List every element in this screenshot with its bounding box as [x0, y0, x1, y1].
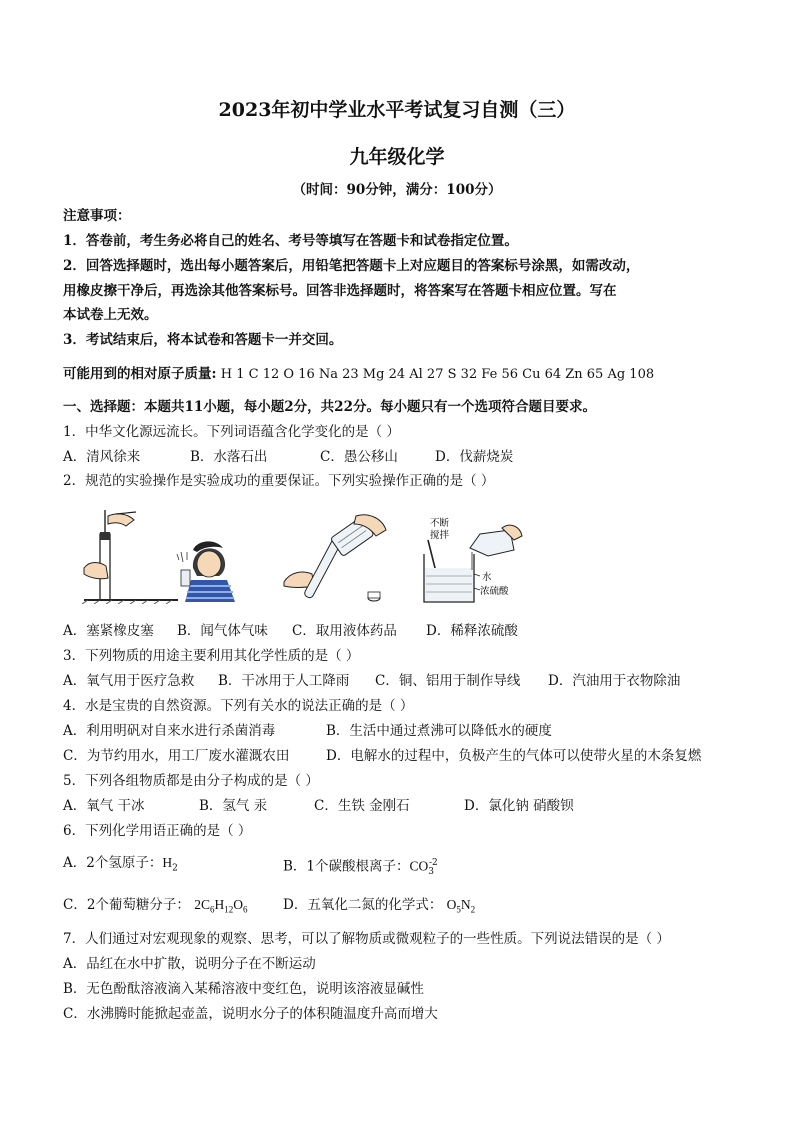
question-4-option-b: B．生活中通过煮沸可以降低水的硬度 — [326, 723, 552, 739]
question-4-option-a: A．利用明矾对自来水进行杀菌消毒 — [63, 723, 276, 739]
question-2-option-b: B．闻气体气味 — [177, 623, 268, 639]
question-6-option-c-label: C．2个葡萄糖分子： — [63, 897, 190, 913]
notice-item-3: 3．考试结束后，将本试卷和答题卡一并交回。 — [63, 332, 343, 348]
question-2-option-d: D．稀释浓硫酸 — [426, 623, 518, 639]
diluting-acid-illustration — [418, 516, 526, 606]
question-4-stem: 4．水是宝贵的自然资源。下列有关水的说法正确的是（ ） — [63, 698, 414, 714]
question-6-option-c — [63, 896, 247, 919]
smelling-gas-illustration — [175, 530, 243, 602]
question-3-option-d: D．汽油用于衣物除油 — [548, 673, 681, 689]
figure-label-stir: 不断 — [430, 518, 450, 529]
notice-heading: 注意事项： — [63, 208, 131, 224]
question-6-option-d — [283, 896, 475, 919]
notice-item-2-line-2: 用橡皮擦干净后，再选涂其他答案标号。回答非选择题时，将答案写在答题卡相应位置。写在 — [63, 283, 617, 299]
glucose-formula: $2C_6H_{12}O_6$ — [194, 897, 248, 915]
dinitrogen-pentoxide-formula: $O_5N_2$ — [446, 897, 476, 915]
question-5-option-c: C．生铁 金刚石 — [314, 798, 410, 814]
question-3-option-b: B．干冰用于人工降雨 — [218, 673, 350, 689]
atomic-mass-line — [63, 365, 654, 384]
question-7-option-b: B．无色酚酞溶液滴入某稀溶液中变红色，说明该溶液显碱性 — [63, 981, 424, 997]
question-6-option-d-label: D．五氧化二氮的化学式： — [283, 897, 443, 913]
question-7-stem: 7．人们通过对宏观现象的观察、思考，可以了解物质或微观粒子的一些性质。下列说法错误的是（ ） — [63, 931, 670, 947]
notice-item-2-line-3: 本试卷上无效。 — [63, 307, 158, 323]
exam-title: 2023年初中学业水平考试复习自测（三） — [218, 99, 576, 121]
question-5-option-b: B．氢气 汞 — [199, 798, 268, 814]
notice-item-1: 1．答卷前，考生务必将自己的姓名、考号等填写在答题卡和试卷指定位置。 — [63, 233, 518, 249]
question-6-option-a-label: A．2个氢原子： — [63, 855, 163, 871]
question-5-stem: 5．下列各组物质都是由分子构成的是（ ） — [63, 773, 319, 789]
question-3-option-a: A．氧气用于医疗急救 — [63, 673, 195, 689]
question-2-stem: 2．规范的实验操作是实验成功的重要保证。下列实验操作正确的是（ ） — [63, 473, 495, 489]
question-6-option-b-label: B．1个碳酸根离子： — [283, 858, 410, 875]
pouring-liquid-illustration — [282, 512, 394, 604]
stopper-insertion-illustration — [78, 508, 188, 604]
question-1-option-a: A．清风徐来 — [63, 449, 141, 465]
question-1-stem: 1．中华文化源远流长。下列词语蕴含化学变化的是（ ） — [63, 424, 400, 440]
question-1-option-d: D．伐薪烧炭 — [435, 449, 514, 465]
atomic-mass-label: 可能用到的相对原子质量: — [63, 366, 217, 382]
question-1-option-c: C．愚公移山 — [320, 449, 398, 465]
question-6-stem: 6．下列化学用语正确的是（ ） — [63, 823, 252, 839]
question-3-option-c: C．铜、铝用于制作导线 — [375, 673, 521, 689]
notice-item-2-line-1: 2．回答选择题时，选出每小题答案后，用铅笔把答题卡上对应题目的答案标号涂黑，如需改动， — [63, 258, 640, 274]
question-4-option-d: D．电解水的过程中，负极产生的气体可以使带火星的木条复燃 — [326, 748, 702, 764]
question-2-option-c: C．取用液体药品 — [292, 623, 397, 639]
exam-subject: 九年级化学 — [349, 146, 445, 168]
exam-time-info: （时间：90分钟，满分：100分） — [292, 182, 502, 198]
figure-label-water: 水 — [482, 572, 492, 583]
question-7-option-c: C．水沸腾时能掀起壶盖，说明水分子的体积随温度升高而增大 — [63, 1006, 438, 1022]
figure-label-acid: 浓硫酸 — [480, 586, 509, 597]
question-1-option-b: B．水落石出 — [190, 449, 268, 465]
question-6-option-a: A．2个氢原子：$H_2$ — [63, 855, 178, 874]
question-3-stem: 3．下列物质的用途主要利用其化学性质的是（ ） — [63, 648, 360, 664]
question-4-option-c: C．为节约用水，用工厂废水灌溉农田 — [63, 748, 290, 764]
figure-label-stir-2: 搅拌 — [430, 530, 450, 541]
question-5-option-a: A．氧气 干冰 — [63, 798, 145, 814]
atomic-mass-values: H 1 C 12 O 16 Na 23 Mg 24 Al 27 S 32 Fe 56 Cu 64 Zn 65 Ag 108 — [220, 367, 655, 382]
question-6-option-b: B．1个碳酸根离子：$CO_3^{-2}$ — [283, 858, 438, 878]
question-2-option-a: A．塞紧橡皮塞 — [63, 623, 154, 639]
question-5-option-d: D．氯化钠 硝酸钡 — [464, 798, 574, 814]
question-7-option-a: A．品红在水中扩散，说明分子在不断运动 — [63, 956, 316, 972]
section-heading: 一、选择题：本题共11小题，每小题2分，共22分。每小题只有一个选项符合题目要求。 — [63, 399, 596, 415]
